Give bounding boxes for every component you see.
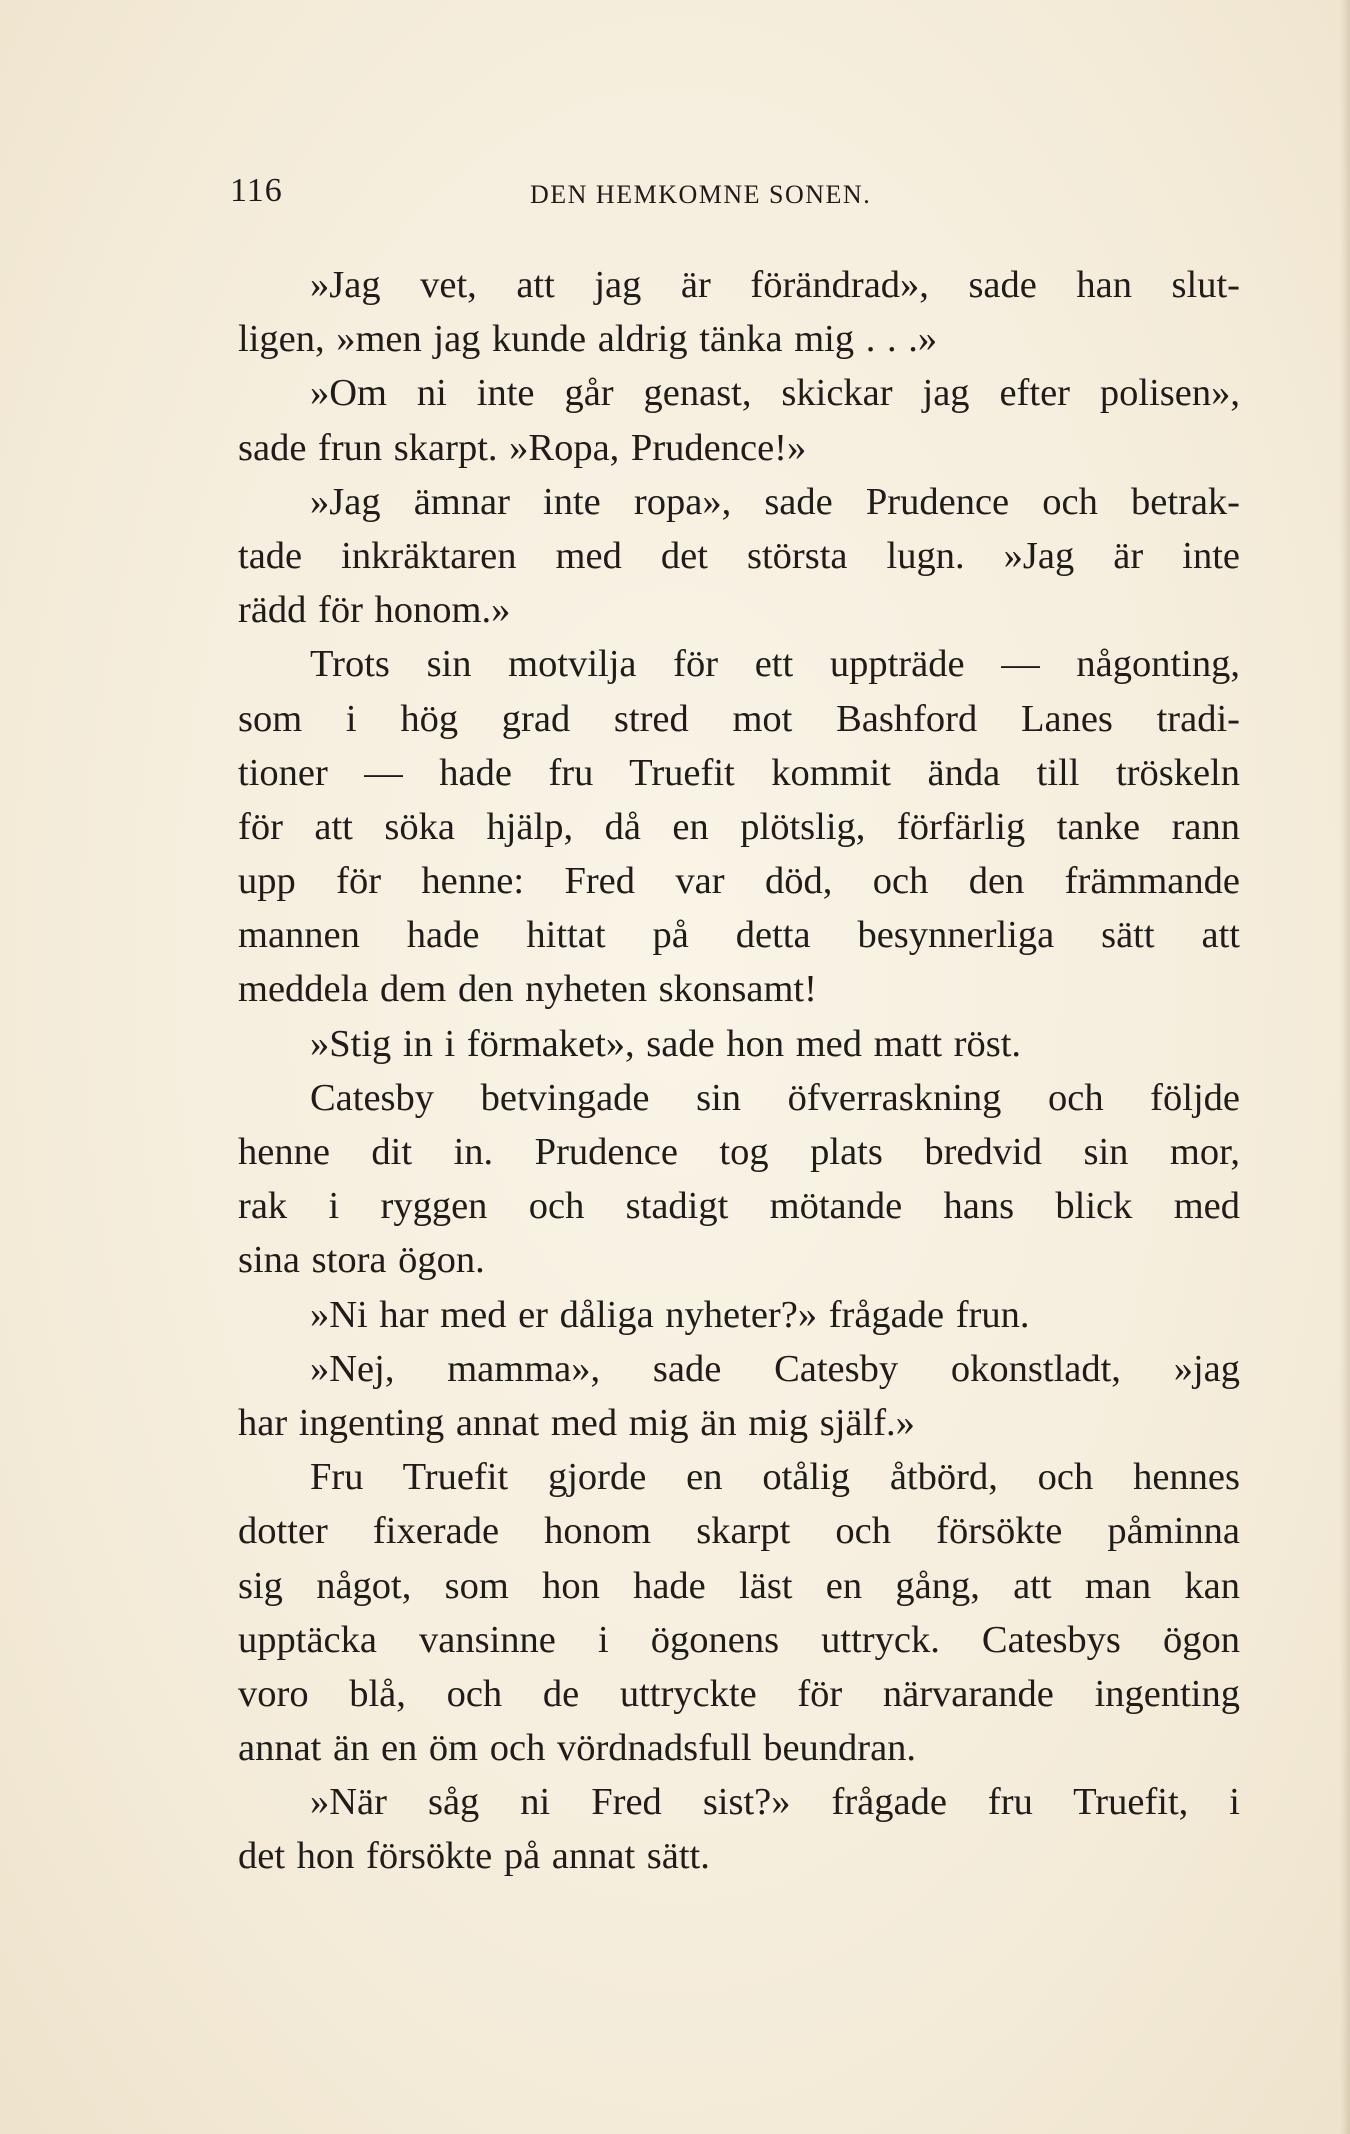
text-line: mannen hade hittat på detta besynnerliga sätt att	[238, 914, 1240, 957]
text-line: »Om ni inte går genast, skickar jag efter polisen»,	[310, 372, 1240, 415]
text-line: dotter fixerade honom skarpt och försökte påminna	[238, 1510, 1240, 1553]
text-line: sig något, som hon hade läst en gång, att man kan	[238, 1564, 1240, 1607]
text-line: rak i ryggen och stadigt mötande hans blick med	[238, 1185, 1240, 1228]
text-line: för att söka hjälp, då en plötslig, förfärlig tanke rann	[238, 805, 1240, 848]
text-line: »När såg ni Fred sist?» frågade fru Truefit, i	[310, 1781, 1240, 1824]
text-line: »Nej, mamma», sade Catesby okonstladt, »jag	[310, 1347, 1240, 1390]
body-text	[238, 258, 1240, 1884]
page-number: 116	[230, 172, 283, 209]
running-title: DEN HEMKOMNE SONEN.	[530, 180, 872, 209]
text-line: sina stora ögon.	[238, 1239, 485, 1282]
text-line: »Stig in i förmaket», sade hon med matt röst.	[310, 1022, 1022, 1065]
text-line: rädd för honom.»	[238, 589, 511, 632]
text-line: tade inkräktaren med det största lugn. »Jag är inte	[238, 534, 1240, 577]
text-line: har ingenting annat med mig än mig själf.»	[238, 1401, 915, 1444]
text-line: Fru Truefit gjorde en otålig åtbörd, och hennes	[310, 1456, 1240, 1499]
text-line: »Jag ämnar inte ropa», sade Prudence och betrak-	[310, 480, 1240, 523]
text-line: »Ni har med er dåliga nyheter?» frågade frun.	[310, 1293, 1030, 1336]
text-line: upptäcka vansinne i ögonens uttryck. Catesbys ögon	[238, 1618, 1240, 1661]
text-line: meddela dem den nyheten skonsamt!	[238, 968, 817, 1011]
text-line: Catesby betvingade sin öfverraskning och följde	[310, 1076, 1240, 1119]
text-line: det hon försökte på annat sätt.	[238, 1835, 710, 1878]
text-line: »Jag vet, att jag är förändrad», sade han slut-	[310, 264, 1240, 306]
text-line: som i hög grad stred mot Bashford Lanes tradi-	[238, 697, 1240, 740]
text-line: tioner — hade fru Truefit kommit ända till tröskeln	[238, 751, 1240, 794]
text-line: sade frun skarpt. »Ropa, Prudence!»	[238, 426, 807, 469]
text-line: henne dit in. Prudence tog plats bredvid sin mor,	[238, 1131, 1240, 1173]
text-line: upp för henne: Fred var död, och den främmande	[238, 860, 1240, 903]
text-line: annat än en öm och vördnadsfull beundran.	[238, 1727, 917, 1770]
text-line: ligen, »men jag kunde aldrig tänka mig . . .»	[238, 318, 938, 361]
text-line: Trots sin motvilja för ett uppträde — någonting,	[310, 643, 1240, 686]
text-line: voro blå, och de uttryckte för närvarande ingenting	[238, 1672, 1240, 1715]
running-head	[230, 172, 1240, 222]
